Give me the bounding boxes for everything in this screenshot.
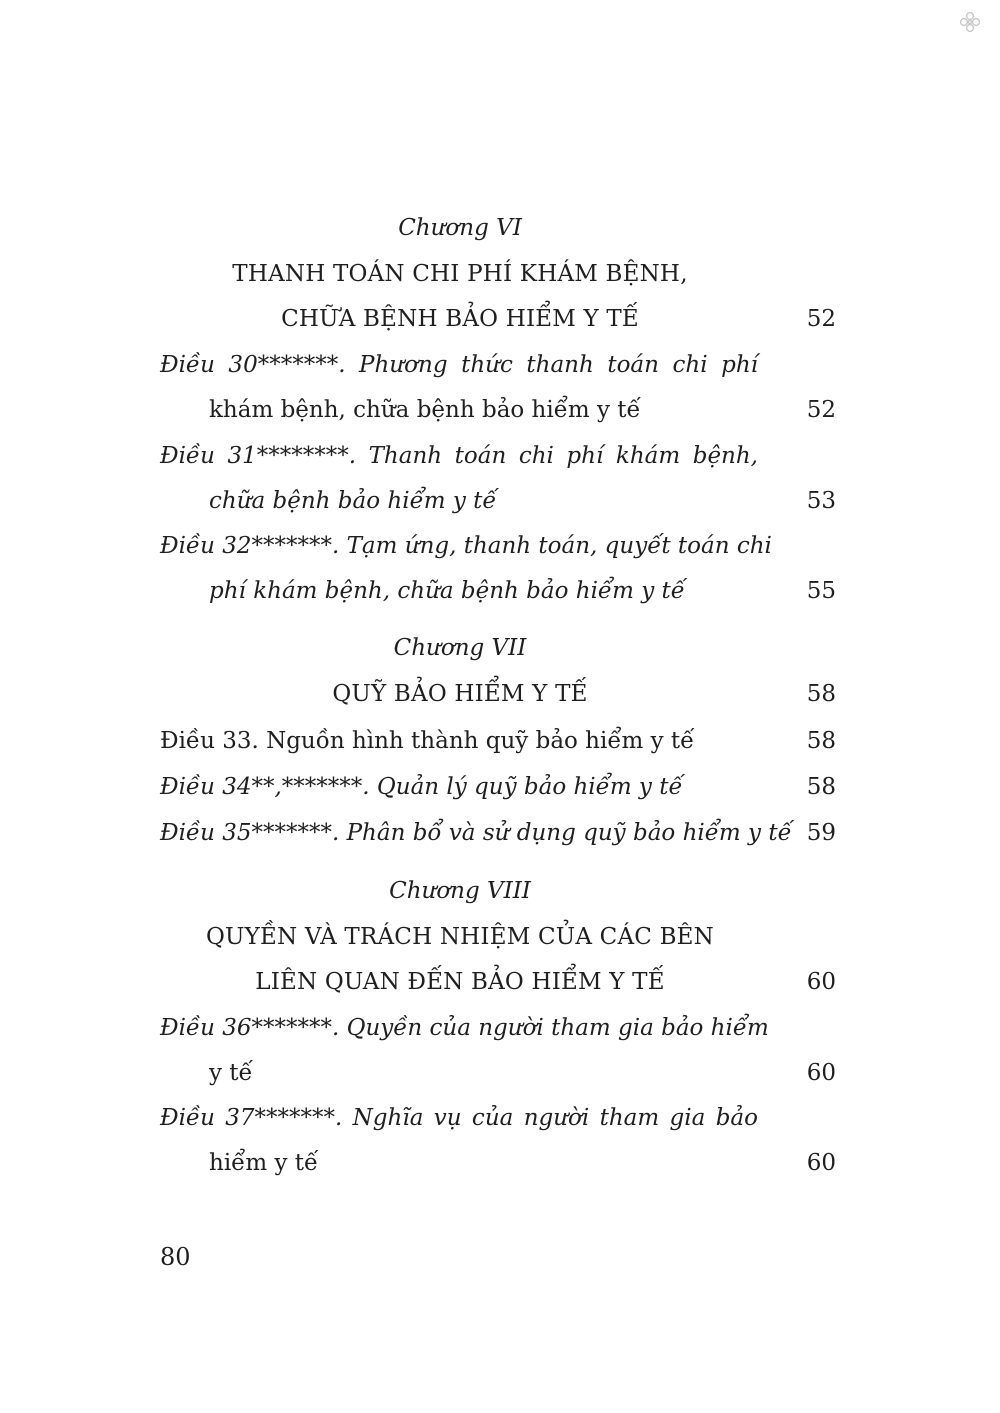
page-reference: 60 <box>806 1060 836 1086</box>
article-entry: Điều 32*******. Tạm ứng, thanh toán, quyết toán chi <box>160 533 772 559</box>
article-entry: Điều 34**,*******. Quản lý quỹ bảo hiểm y tế <box>160 774 683 800</box>
chapter-heading: Chương VI <box>398 215 522 241</box>
page-reference: 58 <box>806 681 836 707</box>
chapter-title: LIÊN QUAN ĐẾN BẢO HIỂM Y TẾ <box>255 969 665 995</box>
article-entry: Điều 35*******. Phân bổ và sử dụng quỹ bảo hiểm y tế <box>160 820 792 846</box>
article-entry: Điều 37*******. Nghĩa vụ của người tham gia bảo <box>160 1105 758 1131</box>
page-reference: 52 <box>806 397 836 423</box>
article-entry: Điều 36*******. Quyền của người tham gia bảo hiểm <box>160 1015 769 1041</box>
article-entry: Điều 33. Nguồn hình thành quỹ bảo hiểm y tế <box>160 728 695 754</box>
chapter-title: QUỸ BẢO HIỂM Y TẾ <box>332 681 588 707</box>
chapter-title: THANH TOÁN CHI PHÍ KHÁM BỆNH, <box>232 261 688 287</box>
article-entry-continuation: y tế <box>209 1060 253 1086</box>
page-reference: 58 <box>806 774 836 800</box>
chapter-title: QUYỀN VÀ TRÁCH NHIỆM CỦA CÁC BÊN <box>205 924 714 950</box>
article-entry: Điều 31********. Thanh toán chi phí khám bệnh, <box>160 443 758 469</box>
page-reference: 60 <box>806 1150 836 1176</box>
article-entry-continuation: hiểm y tế <box>209 1150 319 1176</box>
article-entry-continuation: khám bệnh, chữa bệnh bảo hiểm y tế <box>209 397 641 423</box>
page-reference: 59 <box>806 820 836 846</box>
chapter-heading: Chương VII <box>393 635 527 661</box>
chapter-title: CHỮA BỆNH BẢO HIỂM Y TẾ <box>281 306 639 332</box>
page-number: 80 <box>160 1243 191 1271</box>
page-reference: 53 <box>806 488 836 514</box>
page-reference: 58 <box>806 728 836 754</box>
article-entry-continuation: phí khám bệnh, chữa bệnh bảo hiểm y tế <box>209 578 685 604</box>
chapter-heading: Chương VIII <box>389 878 531 904</box>
page-reference: 55 <box>806 578 836 604</box>
page-reference: 60 <box>806 969 836 995</box>
article-entry: Điều 30*******. Phương thức thanh toán chi phí <box>160 352 758 378</box>
article-entry-continuation: chữa bệnh bảo hiểm y tế <box>209 488 497 514</box>
page-reference: 52 <box>806 306 836 332</box>
